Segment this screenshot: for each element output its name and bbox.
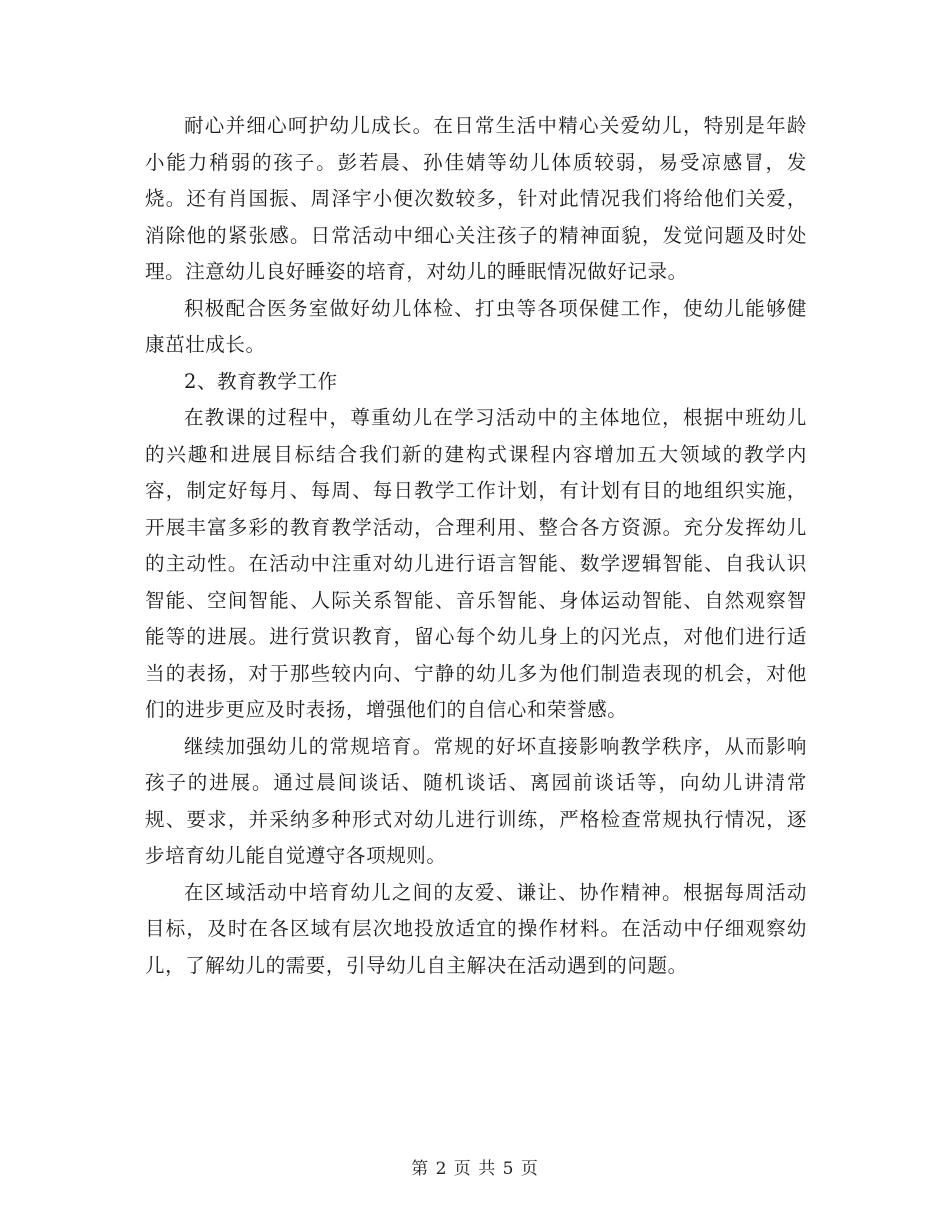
document-body [145, 108, 807, 984]
section-heading-teaching: 2、教育教学工作 [184, 369, 338, 393]
paragraph-health-care: 耐心并细心呵护幼儿成长。在日常生活中精心关爱幼儿，特别是年龄小能力稍弱的孩子。彭若晨、孙佳婧等幼儿体质较弱，易受凉感冒，发烧。还有肖国振、周泽宇小便次数较多，针对此情况我们将给他们关爱，消除他的紧张感。日常活动中细心关注孩子的精神面貌，发觉问题及时处理。注意幼儿良好睡姿的培育，对幼儿的睡眠情况做好记录。 [145, 114, 807, 283]
paragraph-area-activities: 在区域活动中培育幼儿之间的友爱、谦让、协作精神。根据每周活动目标，及时在各区域有层次地投放适宜的操作材料。在活动中仔细观察幼儿，了解幼儿的需要，引导幼儿自主解决在活动遇到的问题。 [145, 880, 807, 977]
paragraph-routine-training: 继续加强幼儿的常规培育。常规的好坏直接影响教学秩序，从而影响孩子的进展。通过晨间谈话、随机谈话、离园前谈话等，向幼儿讲清常规、要求，并采纳多种形式对幼儿进行训练，严格检查常规执行情况，逐步培育幼儿能自觉遵守各项规则。 [145, 734, 807, 867]
page-footer: 第 2 页 共 5 页 [411, 1159, 539, 1179]
paragraph-medical-cooperation: 积极配合医务室做好幼儿体检、打虫等各项保健工作，使幼儿能够健康茁壮成长。 [145, 296, 807, 356]
paragraph-teaching-process: 在教课的过程中，尊重幼儿在学习活动中的主体地位，根据中班幼儿的兴趣和进展目标结合我们新的建构式课程内容增加五大领域的教学内容，制定好每月、每周、每日教学工作计划，有计划有目的地组织实施，开展丰富多彩的教育教学活动，合理利用、整合各方资源。充分发挥幼儿的主动性。在活动中注重对幼儿进行语言智能、数学逻辑智能、自我认识智能、空间智能、人际关系智能、音乐智能、身体运动智能、自然观察智能等的进展。进行赏识教育，留心每个幼儿身上的闪光点，对他们进行适当的表扬，对于那些较内向、宁静的幼儿多为他们制造表现的机会，对他们的进步更应及时表扬，增强他们的自信心和荣誉感。 [145, 406, 807, 721]
